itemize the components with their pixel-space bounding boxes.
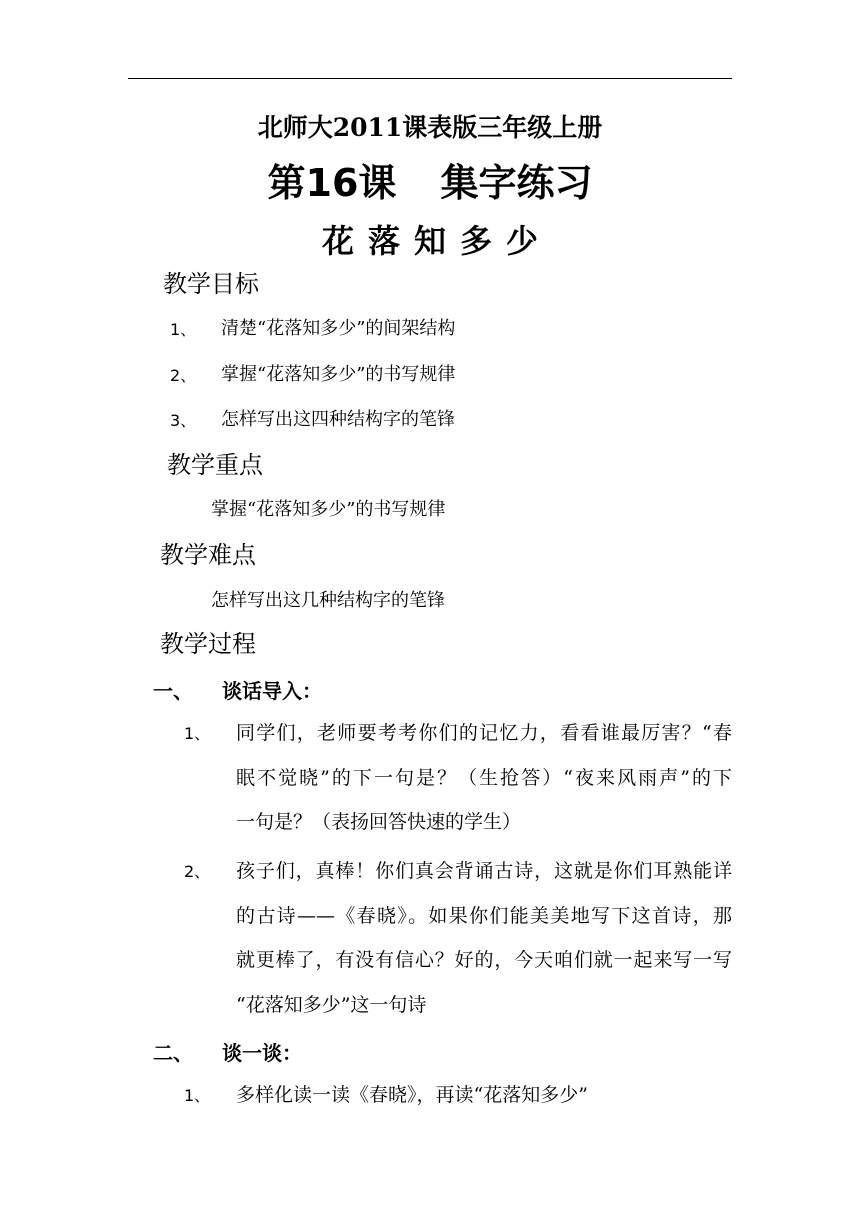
objective-number: 1、: [170, 320, 197, 339]
paragraph-line: 眠不觉晓”的下一句是？（生抢答）“夜来风雨声”的下: [236, 766, 732, 789]
difficulties-heading: 教学难点: [160, 541, 256, 569]
key-points-text: 掌握“花落知多少”的书写规律: [211, 499, 446, 520]
paragraph-line: 一句是？（表扬回答快速的学生）: [236, 811, 522, 833]
paragraph: [236, 849, 732, 1027]
paragraph-line: 就更棒了，有没有信心？好的，今天咱们就一起来写一写: [236, 949, 732, 971]
paragraph-line: 的古诗——《春晓》。如果你们能美美地写下这首诗，那: [236, 904, 732, 927]
paragraph: [236, 711, 732, 845]
paragraph-line: 孩子们，真棒！你们真会背诵古诗，这就是你们耳熟能详: [236, 860, 732, 882]
lesson-heading: [0, 158, 860, 208]
part-title: 谈一谈：: [222, 1041, 302, 1065]
document-subtitle: 北师大2011课表版三年级上册: [257, 113, 603, 142]
objective-text: 掌握“花落知多少”的书写规律: [221, 364, 456, 385]
part-number: 一、: [153, 679, 193, 703]
objective-text: 清楚“花落知多少”的间架结构: [221, 318, 456, 339]
header-rule: [128, 78, 732, 79]
item-number: 2、: [184, 862, 211, 881]
key-points-heading: 教学重点: [167, 451, 263, 479]
lesson-number: 第16课: [267, 161, 397, 205]
part-number: 二、: [153, 1041, 193, 1065]
objectives-heading: 教学目标: [163, 270, 259, 298]
paragraph-line: 同学们，老师要考考你们的记忆力，看看谁最厉害？“春: [236, 722, 732, 744]
part-title: 谈话导入：: [222, 679, 322, 703]
objective-number: 2、: [170, 366, 197, 385]
poem-line: 花落知多少: [321, 222, 552, 260]
process-heading: 教学过程: [160, 630, 256, 658]
paragraph-line: 多样化读一读《春晓》，再读“花落知多少”: [236, 1084, 588, 1106]
objective-text: 怎样写出这四种结构字的笔锋: [221, 409, 455, 430]
paragraph-line: “花落知多少”这一句诗: [236, 993, 427, 1016]
difficulties-text: 怎样写出这几种结构字的笔锋: [211, 590, 445, 611]
paragraph: [236, 1073, 732, 1118]
item-number: 1、: [184, 724, 211, 743]
lesson-title: 集字练习: [440, 161, 593, 205]
objective-number: 3、: [170, 411, 197, 430]
item-number: 1、: [184, 1086, 211, 1105]
